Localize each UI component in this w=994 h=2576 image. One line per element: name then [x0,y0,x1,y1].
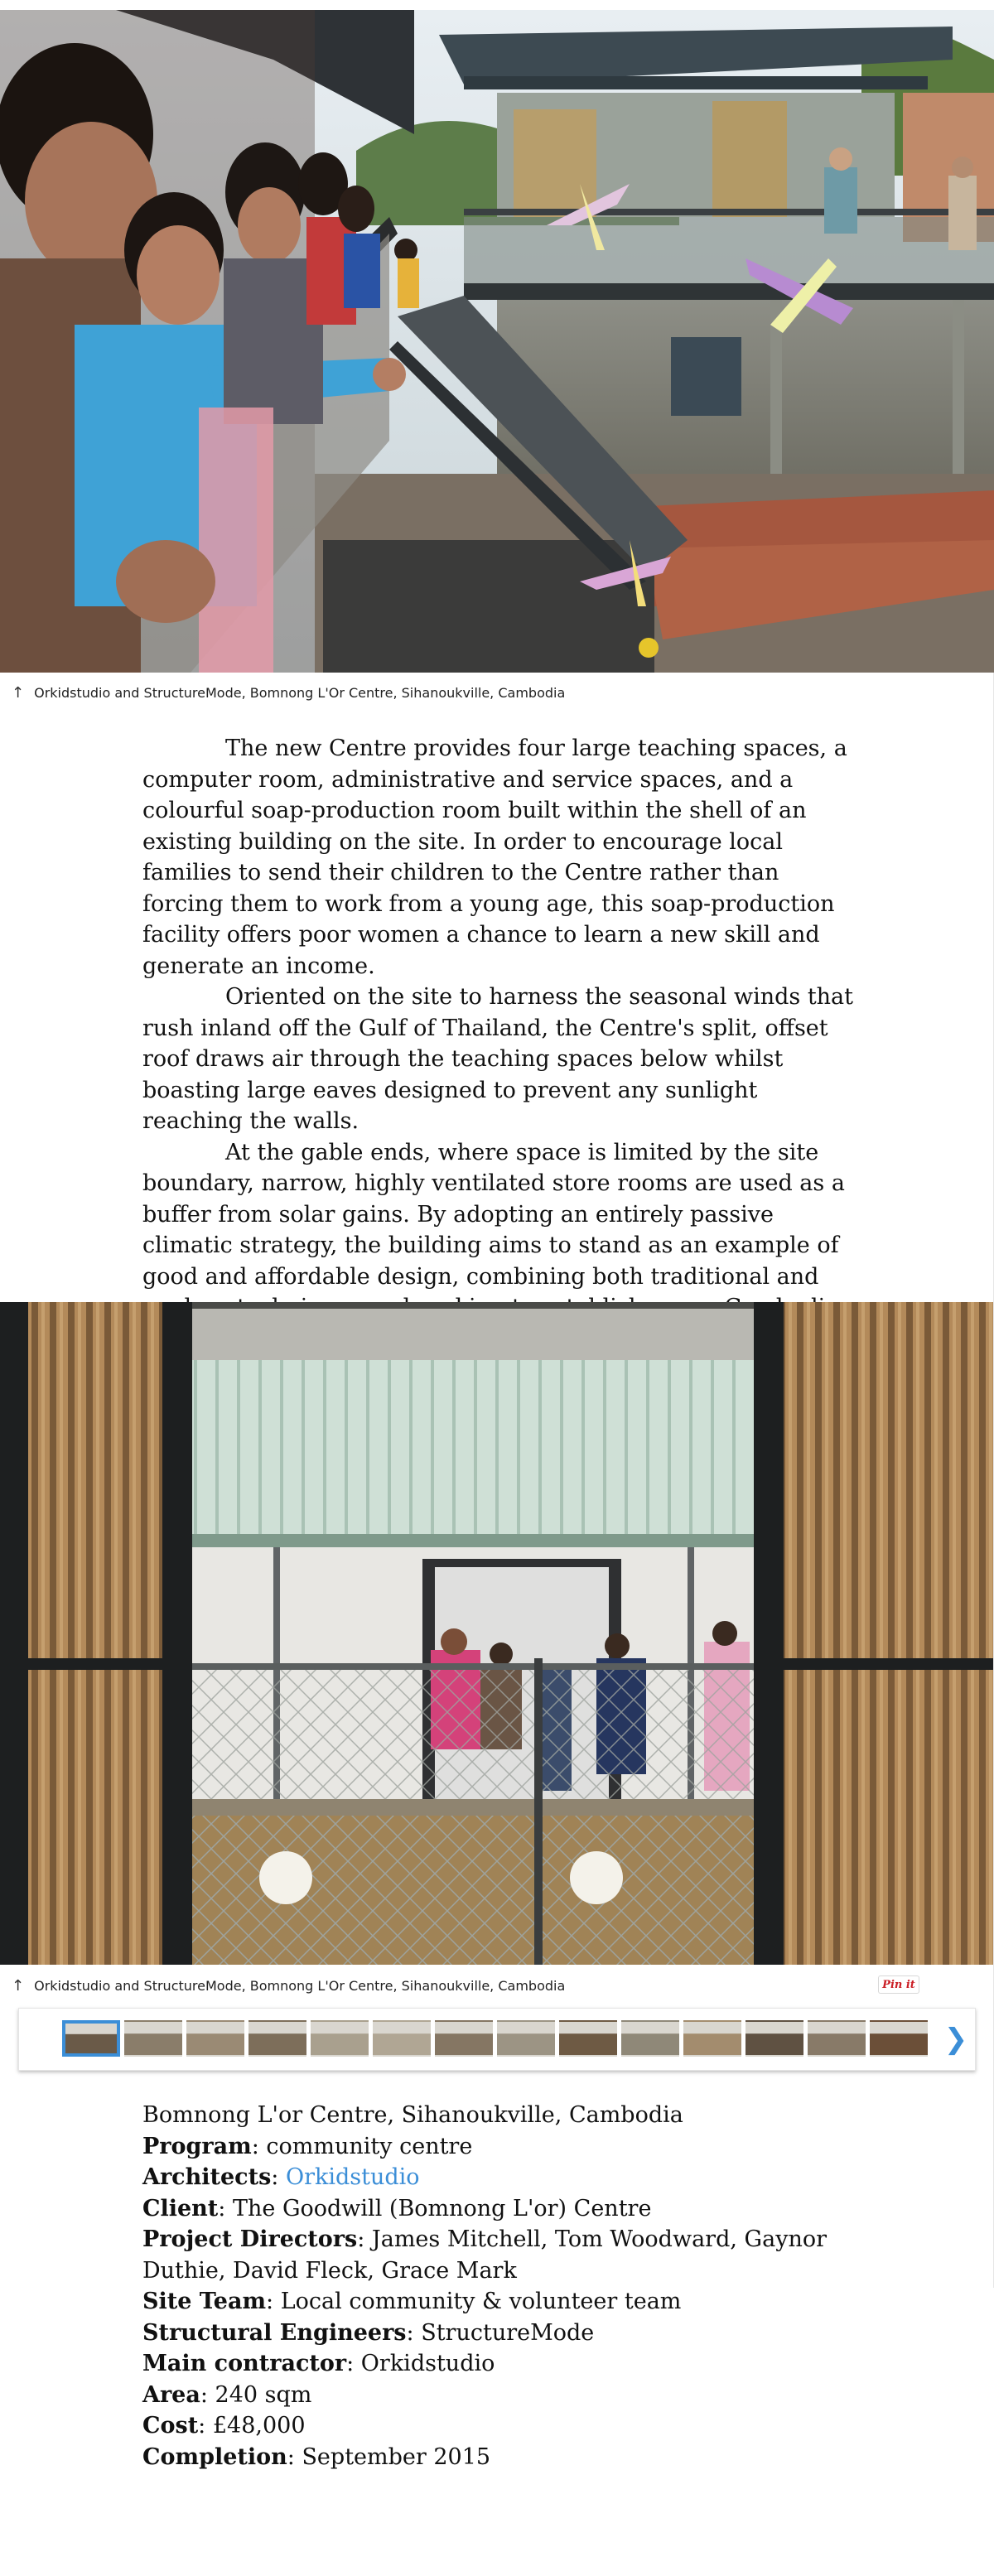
photo-illustration [0,10,994,673]
gallery-thumbnail[interactable] [311,2020,369,2057]
architects-link[interactable]: Orkidstudio [285,2164,420,2190]
hero-photo-children-gliders[interactable] [0,10,994,673]
photo-caption [0,675,994,710]
photo-illustration [0,1302,994,1965]
thumbnail-list [62,2020,928,2057]
caption-text: Orkidstudio and StructureMode, Bomnong L'Or Centre, Sihanoukville, Cambodia [34,684,566,701]
detail-cost: Cost: £48,000 [142,2413,306,2439]
gallery-thumbnail[interactable] [746,2020,803,2057]
gallery-thumbnail[interactable] [186,2020,244,2057]
caption-text: Orkidstudio and StructureMode, Bomnong L'Or Centre, Sihanoukville, Cambodia [34,1977,566,1994]
gallery-thumbnail[interactable] [248,2020,306,2057]
project-title: Bomnong L'or Centre, Sihanoukville, Cambodia [142,2102,683,2128]
gallery-thumbnail-strip [18,2008,976,2071]
detail-client: Client: The Goodwill (Bomnong L'or) Centre [142,2195,652,2221]
article-body [142,733,855,1354]
article-paragraph: Oriented on the site to harness the seasonal winds that rush inland off the Gulf of Thailand, the Centre's split, offset roof draws air through the teaching spaces below whilst boasting large eaves designed to prevent any sunlight reaching the walls. [142,984,854,1134]
gallery-thumbnail[interactable] [124,2020,182,2057]
detail-main-contractor: Main contractor: Orkidstudio [142,2351,495,2376]
project-details [142,2100,855,2472]
detail-completion: Completion: September 2015 [142,2443,491,2470]
photo-balcony-bamboo[interactable] [0,1302,994,1965]
gallery-thumbnail[interactable] [808,2020,866,2057]
gallery-thumbnail[interactable] [62,2020,120,2057]
arrow-up-icon[interactable]: ↑ [12,683,25,702]
gallery-thumbnail[interactable] [559,2020,617,2057]
gallery-thumbnail[interactable] [373,2020,431,2057]
detail-site-team: Site Team: Local community & volunteer team [142,2289,682,2314]
detail-structural-engineers: Structural Engineers: StructureMode [142,2319,595,2346]
chevron-right-icon[interactable]: ❯ [943,2023,968,2056]
article-paragraph: At the gable ends, where space is limited by the site boundary, narrow, highly ventilated store rooms are used as a buffer from solar gains. By adopting an entirely passive climatic strategy, the building aims to stand as an example of good and affordable design, combining both traditional and [142,1139,845,1290]
gallery-thumbnail[interactable] [621,2020,679,2057]
detail-project-directors: Project Directors: James Mitchell, Tom Woodward, Gaynor Duthie, David Fleck, Grace Mark [142,2226,828,2284]
detail-area: Area: 240 sqm [142,2381,312,2408]
photo-caption [0,1968,994,2003]
gallery-thumbnail[interactable] [497,2020,555,2057]
gallery-thumbnail[interactable] [435,2020,493,2057]
detail-architects: Architects: Orkidstudio [142,2164,420,2190]
gallery-thumbnail[interactable] [683,2020,741,2057]
pinterest-pin-button[interactable]: Pin it [878,1975,919,1994]
gallery-thumbnail[interactable] [870,2020,928,2057]
article-paragraph: The new Centre provides four large teaching spaces, a computer room, administrative and service spaces, and a colourful soap-production room built within the shell of an existing building on the site. In order to encourage local families to send their children to the Centre rather than forcing them to work from a young age, this soap-production facility offers poor women a chance to learn a new skill and generate an income. [142,736,847,979]
detail-program: Program: community centre [142,2133,473,2159]
arrow-up-icon[interactable]: ↑ [12,1976,25,1995]
